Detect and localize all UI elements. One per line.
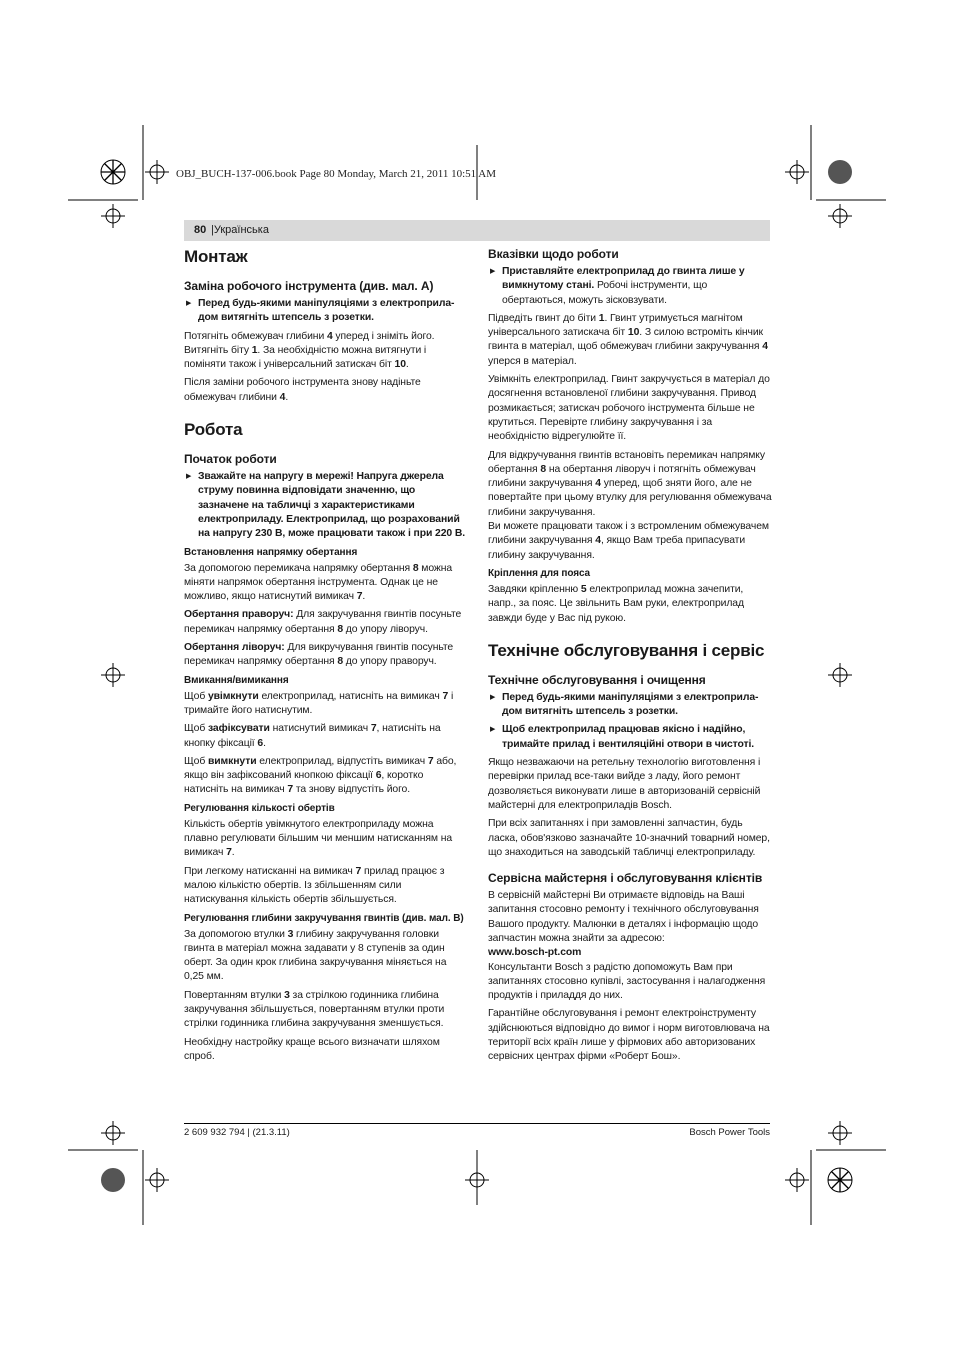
paragraph: Щоб увімкнути електроприлад, натисніть на вимикач 7 і тримайте його натиснутим. xyxy=(184,690,454,716)
paragraph: Підведіть гвинт до біти 1. Гвинт утримується магнітом універсального затискача біт 10. З силою встроміть кінчик гвинта в матеріал, щоб обмежувач глибини закручування 4 уперся в матеріал. xyxy=(488,312,768,367)
print-line: OBJ_BUCH-137-006.book Page 80 Monday, March 21, 2011 10:51 AM xyxy=(176,168,497,180)
paragraph: Обертання праворуч: Для закручування гвинтів посуньте перемикач напрямку обертання 8 до упору ліворуч. xyxy=(184,609,462,635)
heading-change-tool: Заміна робочого інструмента (див. мал. А) xyxy=(184,279,434,293)
warning-bullet: ▶ Приставляйте електроприлад до гвинта лише у вимкнутому стані. Робочі інструменти, що обертаються, можуть зісковзувати. xyxy=(488,265,772,308)
paragraph: Потягніть обмежувач глибини 4 уперед і зніміть його. Витягніть біту 1. За необхідністю можна витягнути і поміняти також і універсальний затискач біт 10. xyxy=(184,330,435,371)
paragraph: Консультанти Bosch з радістю допоможуть Вам при запитаннях стосовно купівлі, застосування і налагодження продуктів і приладдя до них. xyxy=(488,961,766,1002)
heading-maintenance: Технічне обслуговування і очищення xyxy=(488,672,706,687)
page-header-bar xyxy=(184,220,770,241)
paragraph: Гарантійне обслуговування і ремонт електроінструменту здійснюються відповідно до вимог і норм виготовлювача на території всіх країн лише у фірмових або авторизованих сервісних центрах фірми «Роберт Бош». xyxy=(488,1008,770,1063)
warning-bullet: ▶ Зважайте на напругу в мережі! Напруга джерела струму повинна відповідати значенню, що зазначене на табличці з характеристиками електроприладу. Електроприлад, що розрахований на напругу 230 В, може працювати також і при 220 В. xyxy=(184,470,468,541)
paragraph: Кількість обертів увімкнутого електроприладу можна плавно регулювати більшим чи меншим натисканням на вимикач 7. xyxy=(184,818,453,859)
warning-bullet: ▶ Перед будь-якими маніпуляціями з електроприла-дом витягніть штепсель з розетки. xyxy=(488,691,772,720)
paragraph: Щоб зафіксувати натиснутий вимикач 7, натисніть на кнопку фіксації 6. xyxy=(184,723,441,749)
section-title-montazh: Монтаж xyxy=(184,247,248,266)
paragraph: Ви можете працювати також і з встромленим обмежувачем глибини закручування 4, якщо Вам треба припасувати глибину закручування. xyxy=(488,521,769,561)
heading-speed: Регулювання кількості обертів xyxy=(184,802,335,814)
section-title-service: Технічне обслуговування і сервіс xyxy=(488,640,765,660)
paragraph: Обертання ліворуч: Для викручування гвинтів посуньте перемикач напрямку обертання 8 до упору праворуч. xyxy=(184,642,454,668)
paragraph: При всіх запитаннях і при замовленні запчастин, будь ласка, обов'язково зазначайте 10-значний товарний номер, що знаходиться на заводській табличці електроприладу. xyxy=(488,818,770,858)
paragraph: Для відкручування гвинтів встановіть перемикач напрямку обертання 8 на обертання ліворуч і потягніть обмежувач глибини закручування 4 уперед, щоб зняти його, але не повертайте при цьому втулку для регулювання обмежувача глибини закручування. xyxy=(488,449,772,518)
paragraph: Щоб вимкнути електроприлад, відпустіть вимикач 7 або, якщо він зафіксований кнопкою фіксації 6, коротко натисніть на вимикач 7 та знову відпустіть його. xyxy=(184,755,457,796)
heading-depth: Регулювання глибини закручування гвинтів (див. мал. В) xyxy=(184,912,464,924)
paragraph: За допомогою перемикача напрямку обертання 8 можна міняти напрямок обертання інструмента. Однак це не можливо, якщо натиснутий вимикач 7. xyxy=(184,562,453,603)
right-column xyxy=(488,246,772,1069)
heading-customer-service: Сервісна майстерня і обслуговування клієнтів xyxy=(488,871,763,886)
footer-rule xyxy=(184,1123,770,1124)
paragraph: Після заміни робочого інструмента знову надіньте обмежувач глибини 4. xyxy=(184,377,421,403)
section-title-robota: Робота xyxy=(184,420,243,440)
heading-direction: Встановлення напрямку обертання xyxy=(184,546,358,558)
page-language: |Українська xyxy=(211,224,269,236)
heading-start: Початок роботи xyxy=(184,452,277,467)
paragraph: В сервісній майстерні Ви отримаєте відповідь на Ваші запитання стосовно ремонту і технічного обслуговування Вашого продукту. Малюнки в деталях і інформацію щодо запчастин можна знайти за адресою: xyxy=(488,890,759,944)
paragraph: Повертанням втулки 3 за стрілкою годинника глибина закручування збільшується, повертанням втулки проти стрілки годинника глибина закручування зменшується. xyxy=(184,989,445,1030)
service-url[interactable]: www.bosch-pt.com xyxy=(488,947,582,959)
paragraph: За допомогою втулки 3 глибину закручування головки гвинта в матеріал можна задавати у 8 ступенів за один оберт. За один крок глибина закручування міняється на 0,25 мм. xyxy=(184,928,447,983)
footer-brand: Bosch Power Tools xyxy=(689,1127,770,1138)
footer-doc-number: 2 609 932 794 | (21.3.11) xyxy=(184,1127,290,1138)
paragraph: Необхідну настройку краще всього визначати шляхом спроб. xyxy=(184,1036,440,1062)
warning-bullet: ▶ Щоб електроприлад працював якісно і надійно, тримайте прилад і вентиляційні отвори в чистоті. xyxy=(488,723,772,752)
paragraph: Завдяки кріпленню 5 електроприлад можна зачепити, напр., за пояс. Це звільнить Вам руки, електроприлад завжди буде у Вас під рукою. xyxy=(488,583,744,624)
page-number: 80 xyxy=(194,224,207,236)
heading-tips: Вказівки щодо роботи xyxy=(488,247,619,261)
paragraph: Якщо незважаючи на ретельну технологію виготовлення і перевірки прилад все-таки вийде з ладу, його ремонт дозволяється виконувати лише в авторизованій сервісній майстерні для електроприладів Bosch. xyxy=(488,757,761,811)
heading-belt: Кріплення для пояса xyxy=(488,567,591,579)
left-column xyxy=(184,246,468,1068)
heading-onoff: Вмикання/вимикання xyxy=(184,674,289,686)
paragraph: При легкому натисканні на вимикач 7 прилад працює з малою кількістю обертів. Із збільшенням сили натискування кількість обертів збільшується. xyxy=(184,865,445,906)
paragraph: Увімкніть електроприлад. Гвинт закручується в матеріал до досягнення встановленої глибини закручування. Привод розмикається; затискач робочого інструмента більше не крутиться. Перевірте глибину закручування і за необхідністю відрегулюйте її. xyxy=(488,374,770,443)
warning-bullet: ▶ Перед будь-якими маніпуляціями з електроприла-дом витягніть штепсель з розетки. xyxy=(184,297,468,326)
